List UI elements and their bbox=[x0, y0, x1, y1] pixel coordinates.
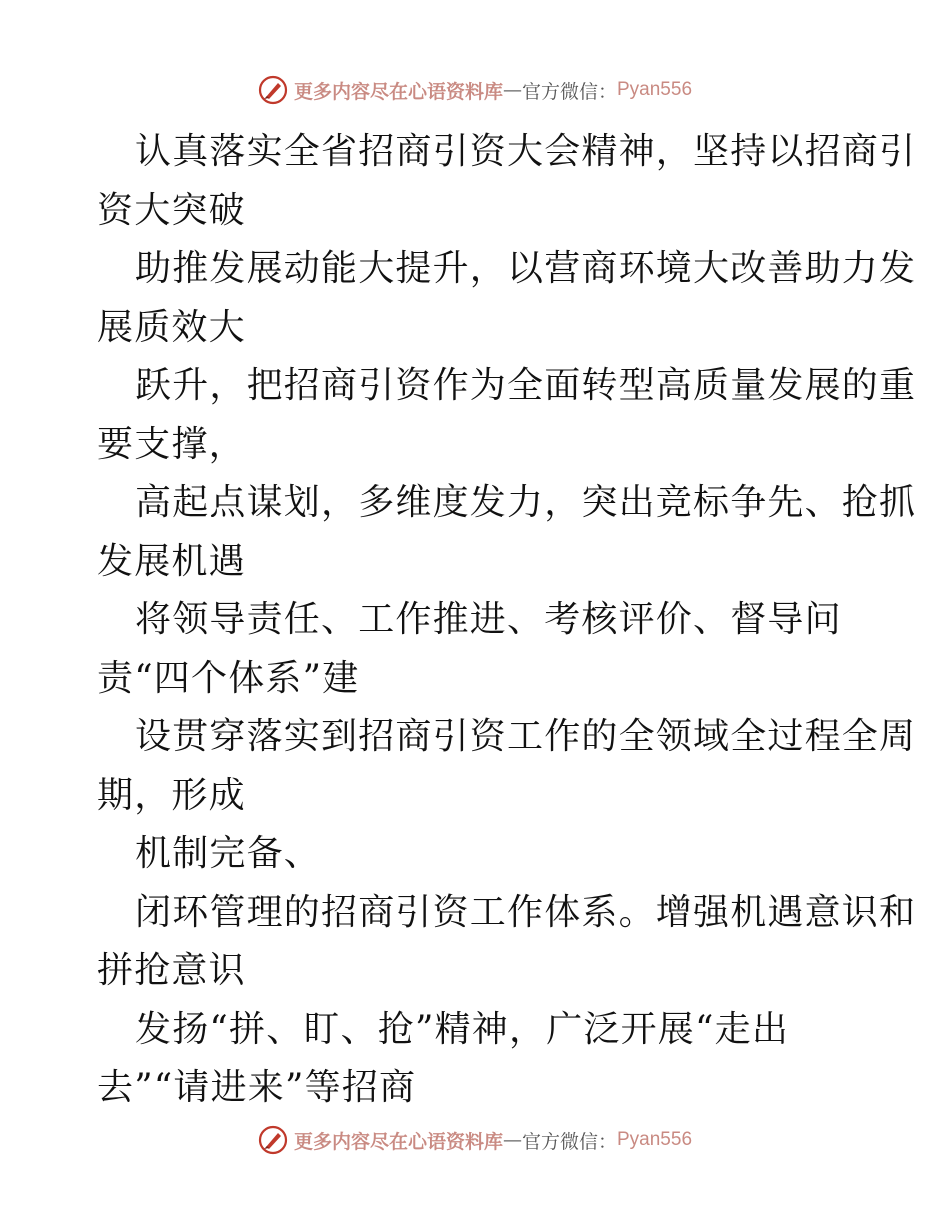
paragraph-line: 拼抢意识 bbox=[97, 950, 246, 991]
paragraph-line: 期，形成 bbox=[97, 774, 246, 816]
paragraph-line: 认真落实全省招商引资大会精神，坚持以招商引 bbox=[135, 131, 917, 172]
footer-brand: 更多内容尽在心语资料库 bbox=[293, 1130, 503, 1153]
paragraph-line: 要支撑， bbox=[97, 423, 246, 465]
paragraph-line: 机制完备、 bbox=[135, 833, 322, 874]
paragraph bbox=[97, 357, 917, 474]
paragraph bbox=[97, 591, 857, 708]
paragraph-line: 发展机遇 bbox=[97, 540, 246, 582]
paragraph bbox=[97, 123, 917, 240]
paragraph bbox=[97, 240, 917, 357]
paragraph-line: 将领导责任、工作推进、考核评价、督导问 bbox=[135, 599, 842, 640]
header-wechat-label: 官方微信： bbox=[521, 80, 617, 103]
paragraph-line: 设贯穿落实到招商引资工作的全领域全过程全周 bbox=[135, 716, 917, 757]
paragraph-line: 高起点谋划，多维度发力，突出竞标争先、抢抓 bbox=[135, 482, 917, 523]
header-banner bbox=[0, 72, 950, 108]
paragraph bbox=[97, 884, 917, 1001]
paragraph-line: 资大突破 bbox=[97, 189, 246, 231]
logo-icon bbox=[258, 1125, 288, 1155]
header-separator: — bbox=[502, 79, 522, 101]
paragraph bbox=[97, 474, 917, 591]
paragraph-line: 闭环管理的招商引资工作体系。增强机遇意识和 bbox=[135, 891, 917, 933]
paragraph-line: 跃升，把招商引资作为全面转型高质量发展的重 bbox=[135, 365, 917, 406]
paragraph bbox=[97, 825, 857, 884]
paragraph-line: 助推发展动能大提升，以营商环境大改善助力发 bbox=[135, 248, 917, 289]
footer-wechat-id: Pyan556 bbox=[617, 1129, 693, 1150]
footer-separator: — bbox=[502, 1129, 522, 1151]
paragraph-line: 责“四个体系”建 bbox=[97, 657, 360, 699]
paragraph bbox=[97, 1001, 857, 1118]
header-brand: 更多内容尽在心语资料库 bbox=[293, 80, 503, 103]
header-wechat-id: Pyan556 bbox=[617, 79, 693, 100]
paragraph-line: 发扬“拼、盯、抢”精神，广泛开展“走出 bbox=[135, 1008, 790, 1050]
document-body bbox=[97, 123, 917, 1118]
logo-icon bbox=[258, 75, 288, 105]
paragraph bbox=[97, 708, 917, 825]
paragraph-line: 展质效大 bbox=[97, 306, 246, 348]
paragraph-line: 去”“请进来”等招商 bbox=[97, 1067, 417, 1108]
footer-wechat-label: 官方微信： bbox=[521, 1130, 617, 1153]
footer-banner bbox=[0, 1122, 950, 1158]
